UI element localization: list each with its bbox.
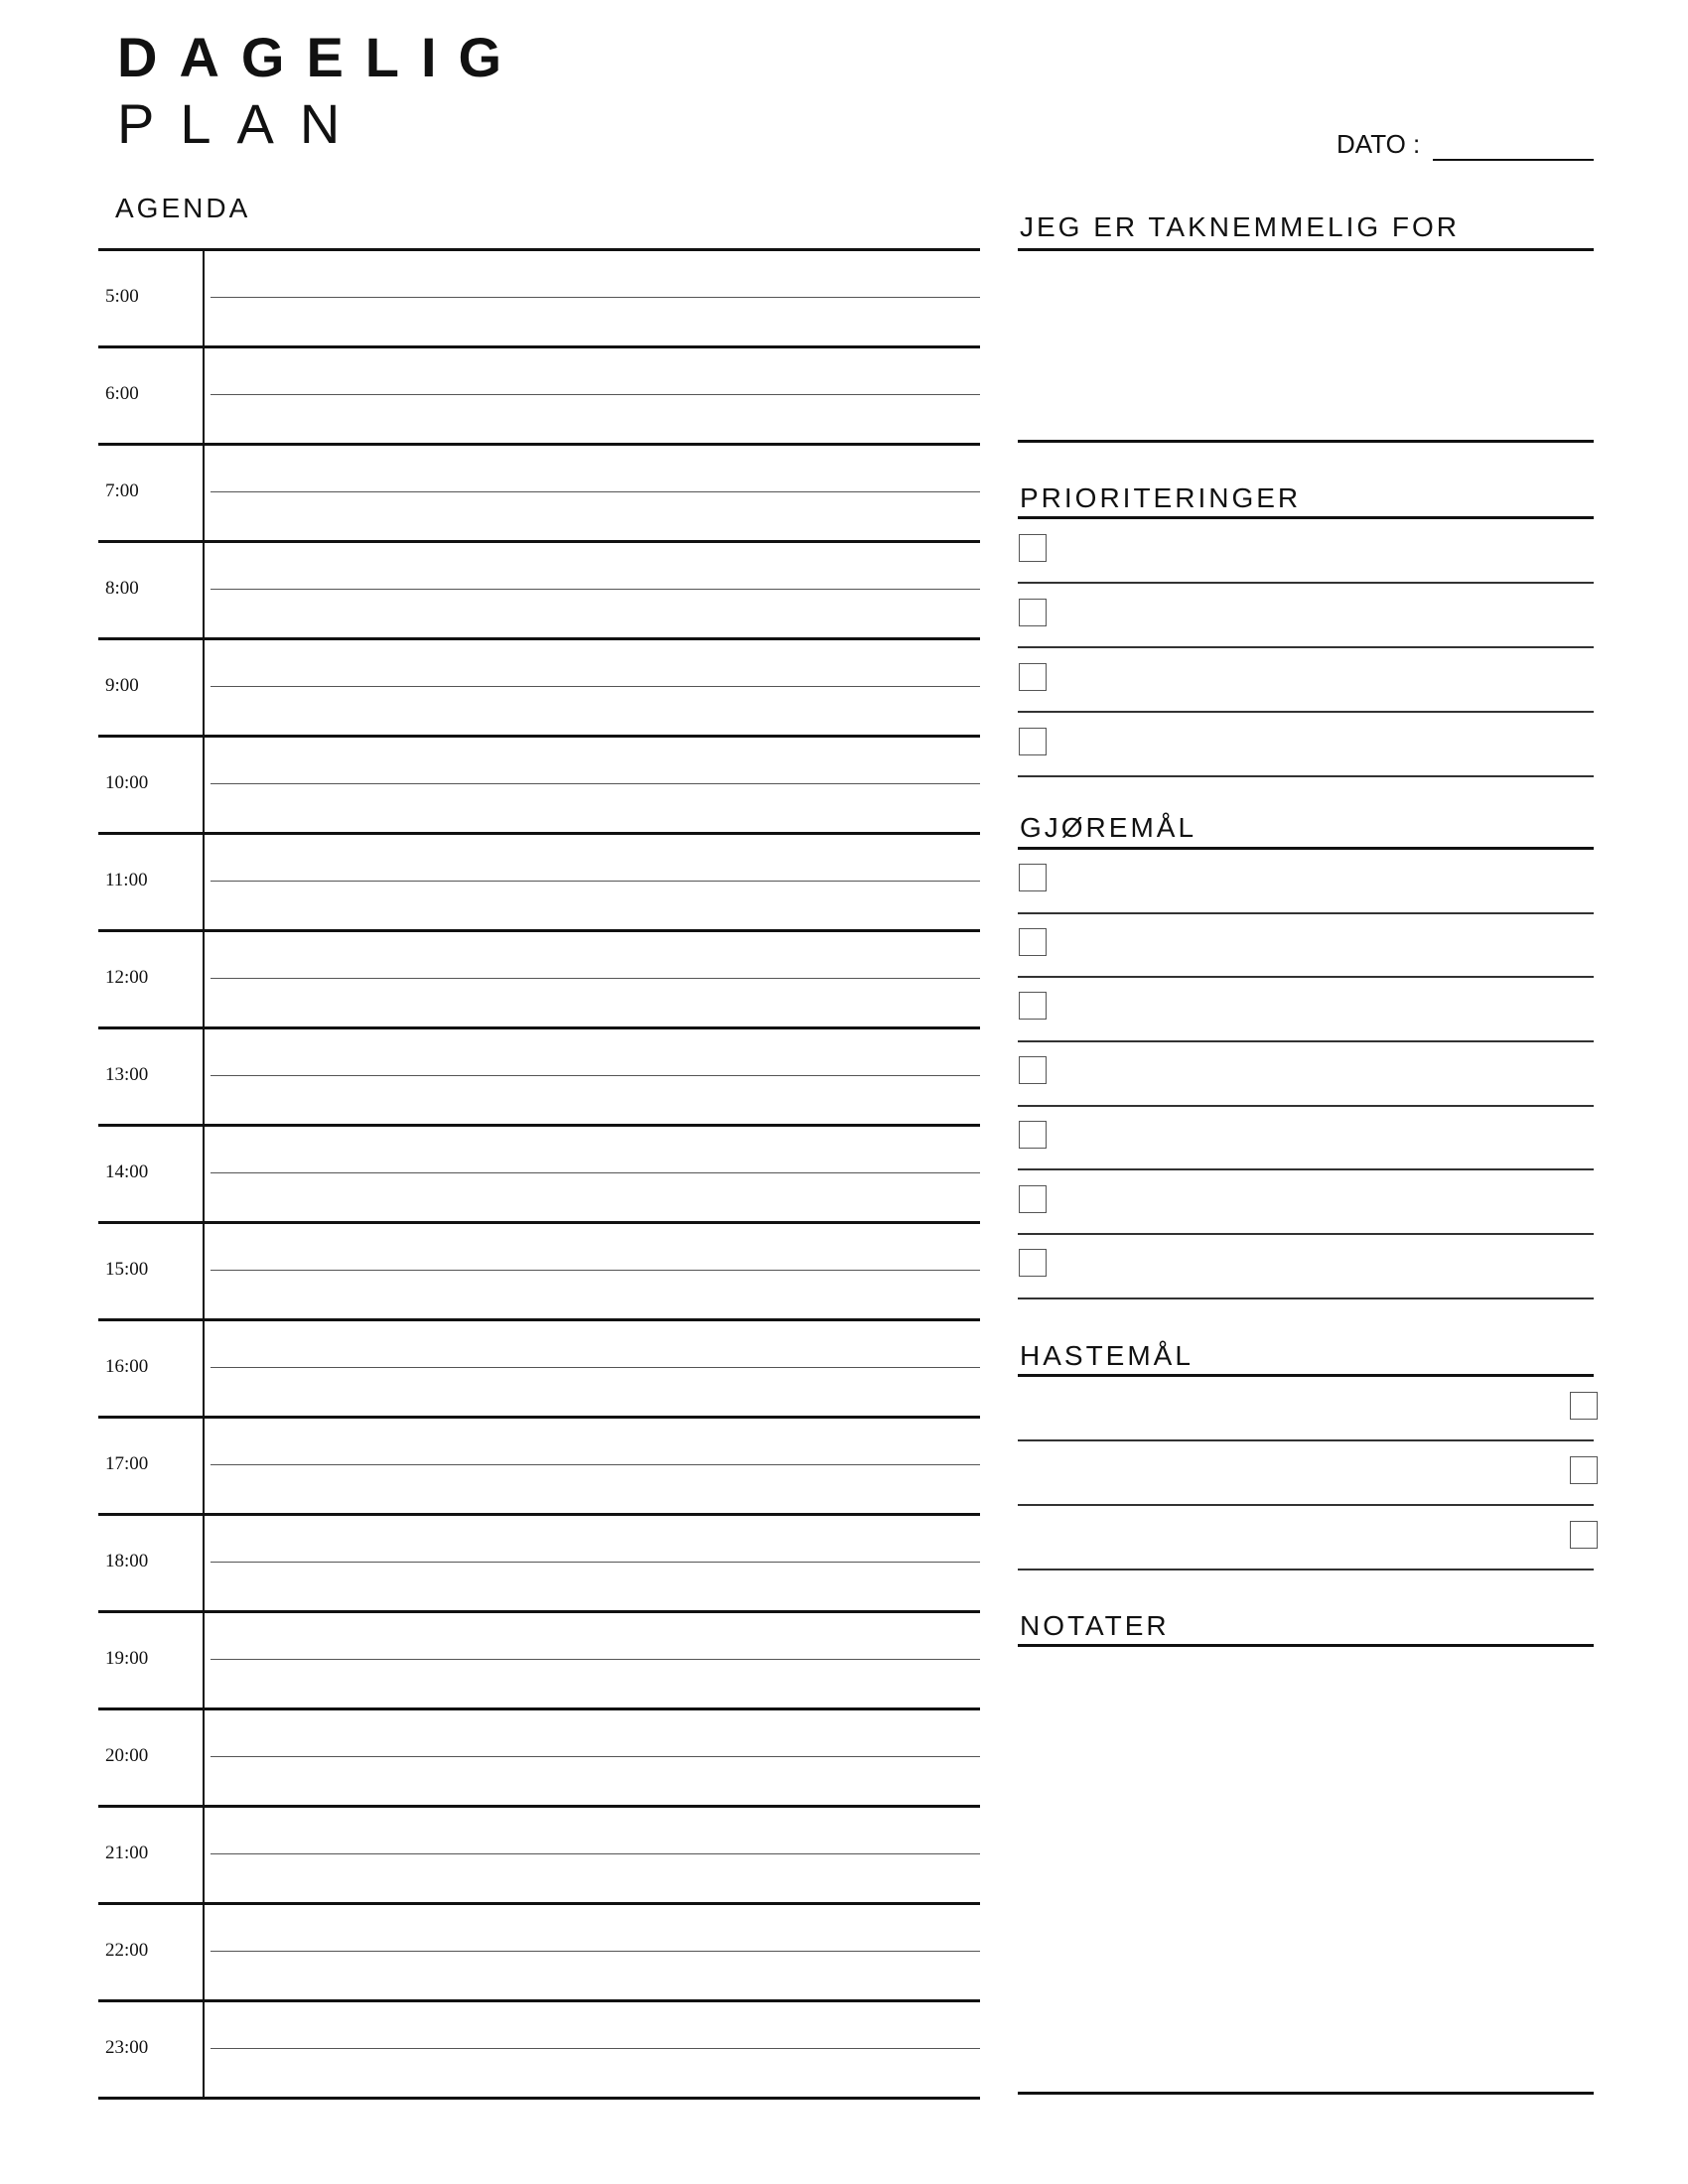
agenda-half-hour-rule [211,1075,980,1076]
agenda-column-divider [203,1318,205,1419]
checkbox-icon[interactable] [1019,928,1047,956]
agenda-row[interactable] [98,1610,980,1707]
agenda-row[interactable] [98,832,980,929]
todo-item[interactable] [1018,914,1594,979]
agenda-row[interactable] [98,345,980,443]
checkbox-icon[interactable] [1019,1121,1047,1149]
agenda-column-divider [203,1610,205,1710]
agenda-row[interactable] [98,1805,980,1902]
agenda-time-label: 21:00 [105,1843,149,1863]
agenda-half-hour-rule [211,881,980,882]
checkbox-icon[interactable] [1019,728,1047,755]
todo-item[interactable] [1018,1235,1594,1299]
agenda-half-hour-rule [211,1562,980,1563]
todo-item[interactable] [1018,978,1594,1042]
agenda-half-hour-rule [211,1659,980,1660]
agenda-column-divider [203,1416,205,1516]
agenda-row[interactable] [98,637,980,735]
agenda-time-label: 5:00 [105,286,139,307]
agenda-column-divider [203,1124,205,1224]
agenda-time-label: 23:00 [105,2037,149,2058]
agenda-column-divider [203,1513,205,1613]
agenda-column-divider [203,1221,205,1321]
priority-item-rule [1018,775,1594,777]
agenda-time-label: 16:00 [105,1356,149,1377]
todo-item[interactable] [1018,850,1594,914]
agenda-half-hour-rule [211,394,980,395]
agenda-half-hour-rule [211,589,980,590]
priority-item[interactable] [1018,584,1594,648]
agenda-row[interactable] [98,929,980,1026]
agenda-column-divider [203,1999,205,2100]
agenda-column-divider [203,443,205,543]
gratitude-bottom-rule [1018,440,1594,443]
checkbox-icon[interactable] [1019,599,1047,626]
agenda-time-label: 18:00 [105,1551,149,1571]
agenda-column-divider [203,248,205,348]
agenda-row[interactable] [98,1707,980,1805]
agenda-row[interactable] [98,248,980,345]
agenda-time-label: 11:00 [105,870,148,890]
priorities-list [1018,519,1594,777]
urgent-item[interactable] [1018,1506,1594,1570]
checkbox-icon[interactable] [1019,663,1047,691]
notes-writing-area[interactable] [1018,1647,1594,2092]
urgent-item[interactable] [1018,1377,1594,1441]
agenda-time-label: 10:00 [105,772,149,793]
agenda-half-hour-rule [211,491,980,492]
agenda-row[interactable] [98,735,980,832]
agenda-column-divider [203,540,205,640]
agenda-time-label: 9:00 [105,675,139,696]
checkbox-icon[interactable] [1019,1056,1047,1084]
agenda-time-label: 14:00 [105,1161,149,1182]
date-label: DATO : [1336,129,1421,159]
agenda-time-label: 22:00 [105,1940,149,1961]
urgent-item[interactable] [1018,1441,1594,1506]
agenda-row[interactable] [98,1124,980,1221]
todo-list [1018,850,1594,1299]
agenda-half-hour-rule [211,297,980,298]
agenda-half-hour-rule [211,1367,980,1368]
todo-item[interactable] [1018,1042,1594,1107]
agenda-time-label: 6:00 [105,383,139,404]
notes-heading: NOTATER [1020,1610,1170,1641]
urgent-item-rule [1018,1569,1594,1570]
priorities-heading: PRIORITERINGER [1020,482,1302,513]
gratitude-heading: JEG ER TAKNEMMELIG FOR [1020,211,1461,242]
priority-item[interactable] [1018,648,1594,713]
agenda-table [98,248,980,2100]
checkbox-icon[interactable] [1019,534,1047,562]
urgent-list [1018,1377,1594,1570]
agenda-row[interactable] [98,1221,980,1318]
date-field[interactable] [1433,159,1594,161]
checkbox-icon[interactable] [1570,1521,1598,1549]
agenda-time-label: 13:00 [105,1064,149,1085]
todo-item[interactable] [1018,1171,1594,1236]
agenda-column-divider [203,1707,205,1808]
page-title-line2: PLAN [117,92,366,155]
agenda-half-hour-rule [211,978,980,979]
agenda-half-hour-rule [211,1270,980,1271]
page-title-line1: DAGELIG [117,26,524,88]
agenda-half-hour-rule [211,1951,980,1952]
agenda-row[interactable] [98,1026,980,1124]
agenda-column-divider [203,637,205,738]
agenda-column-divider [203,735,205,835]
gratitude-writing-area[interactable] [1018,251,1594,440]
agenda-column-divider [203,1805,205,1905]
agenda-heading: AGENDA [115,193,251,223]
agenda-column-divider [203,832,205,932]
urgent-heading: HASTEMÅL [1020,1340,1194,1371]
todo-item[interactable] [1018,1107,1594,1171]
agenda-column-divider [203,1902,205,2002]
checkbox-icon[interactable] [1019,1249,1047,1277]
checkbox-icon[interactable] [1019,864,1047,891]
agenda-column-divider [203,1026,205,1127]
checkbox-icon[interactable] [1019,1185,1047,1213]
agenda-half-hour-rule [211,1464,980,1465]
agenda-row[interactable] [98,540,980,637]
agenda-time-label: 7:00 [105,480,139,501]
agenda-row[interactable] [98,1318,980,1416]
agenda-half-hour-rule [211,1853,980,1854]
priority-item[interactable] [1018,713,1594,777]
checkbox-icon[interactable] [1019,992,1047,1020]
agenda-half-hour-rule [211,686,980,687]
agenda-row[interactable] [98,443,980,540]
agenda-half-hour-rule [211,1756,980,1757]
checkbox-icon[interactable] [1570,1456,1598,1484]
agenda-row[interactable] [98,1999,980,2100]
checkbox-icon[interactable] [1570,1392,1598,1420]
todo-item-rule [1018,1297,1594,1299]
todo-heading: GJØREMÅL [1020,812,1197,843]
agenda-time-label: 19:00 [105,1648,149,1669]
agenda-column-divider [203,345,205,446]
agenda-row[interactable] [98,1513,980,1610]
agenda-half-hour-rule [211,1172,980,1173]
agenda-time-label: 12:00 [105,967,149,988]
agenda-time-label: 20:00 [105,1745,149,1766]
agenda-row[interactable] [98,1902,980,1999]
priority-item[interactable] [1018,519,1594,584]
agenda-time-label: 15:00 [105,1259,149,1280]
agenda-half-hour-rule [211,2048,980,2049]
agenda-time-label: 17:00 [105,1453,149,1474]
agenda-half-hour-rule [211,783,980,784]
agenda-time-label: 8:00 [105,578,139,599]
agenda-row[interactable] [98,1416,980,1513]
notes-bottom-rule [1018,2092,1594,2095]
agenda-column-divider [203,929,205,1029]
